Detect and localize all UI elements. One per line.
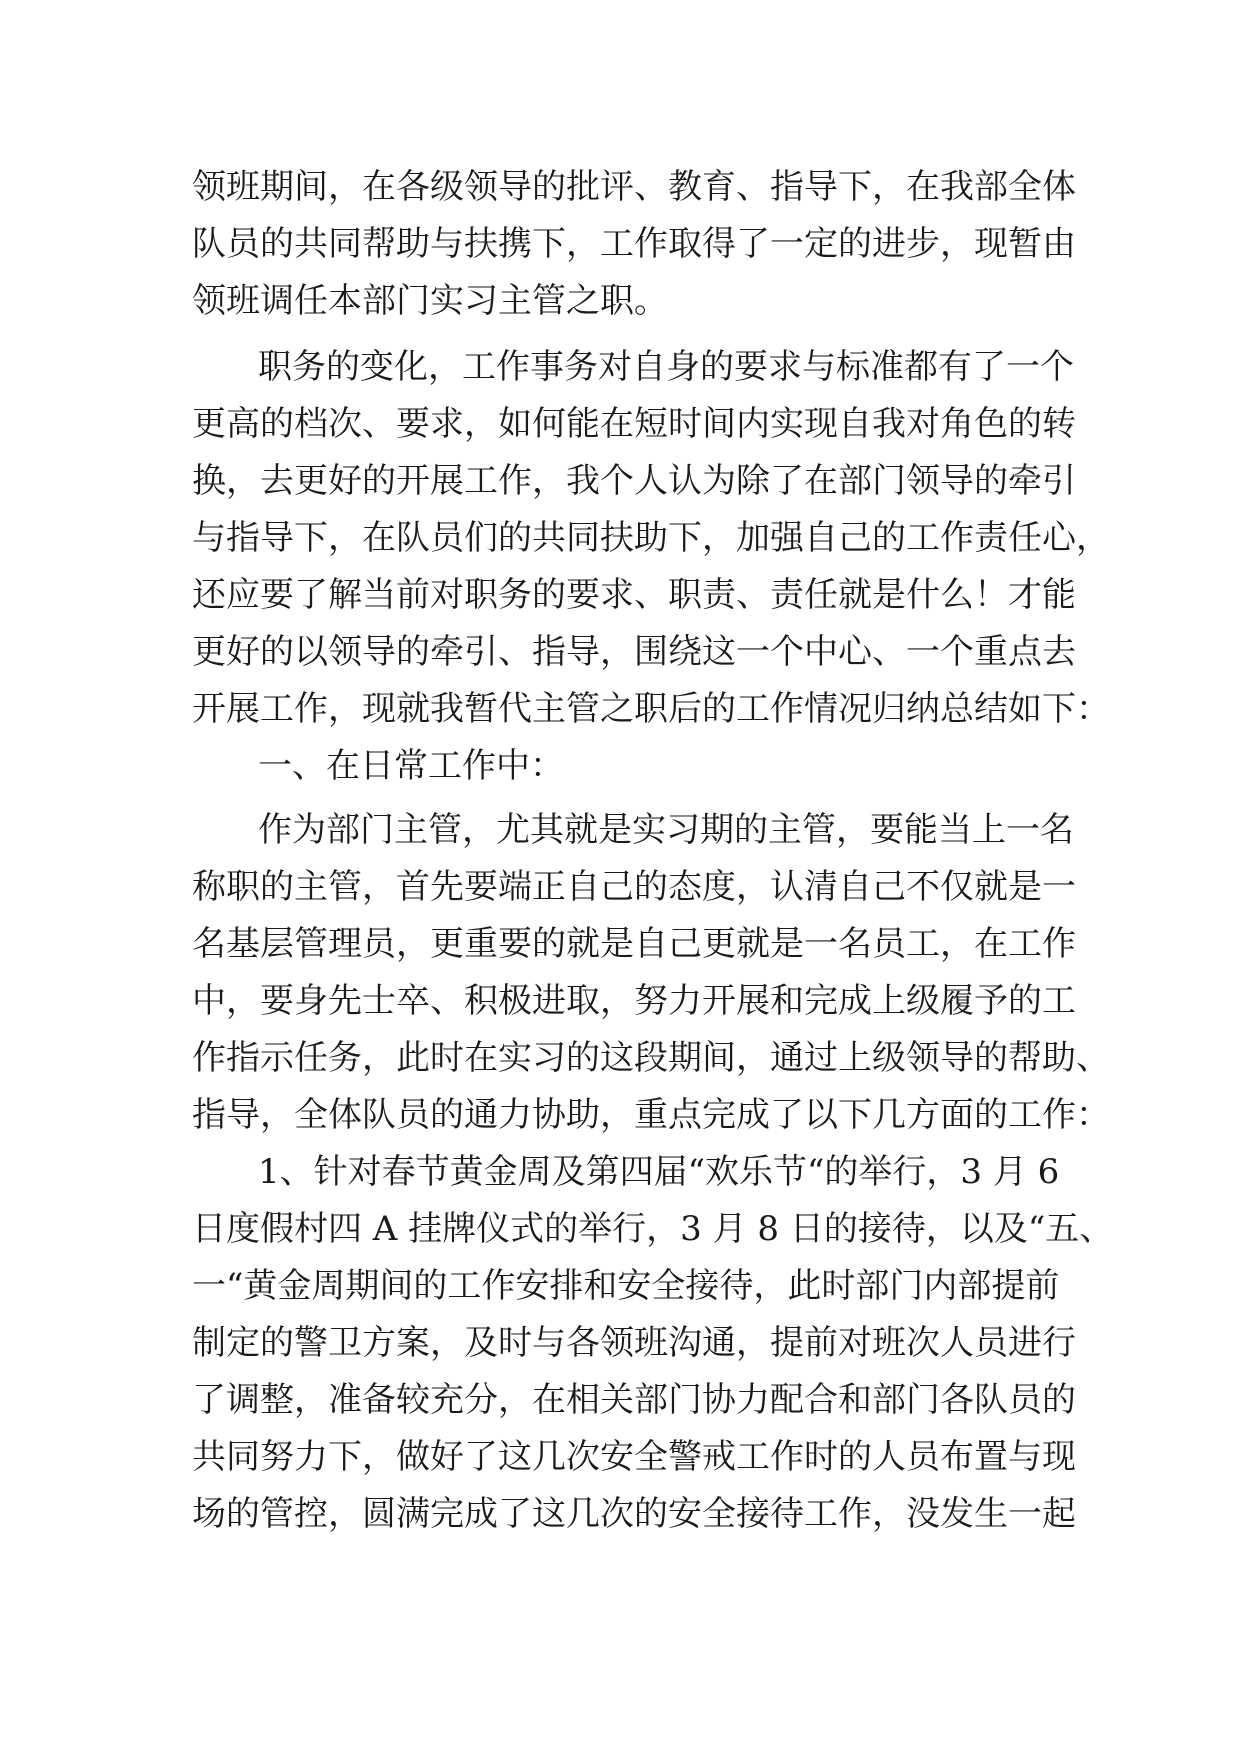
text-line: 中，要身先士卒、积极进取，努力开展和完成上级履予的工 — [192, 981, 1076, 1021]
text-line: 作指示任务，此时在实习的这段期间，通过上级领导的帮助、 — [192, 1038, 1110, 1078]
text-line: 名基层管理员，更重要的就是自己更就是一名员工，在工作 — [192, 924, 1076, 964]
text-line: 职务的变化，工作事务对自身的要求与标准都有了一个 — [258, 347, 1074, 387]
text-line: 一“黄金周期间的工作安排和安全接待，此时部门内部提前 — [192, 1266, 1060, 1306]
text-line: 领班期间，在各级领导的批评、教育、指导下，在我部全体 — [192, 167, 1076, 207]
text-line: 领班调任本部门实习主管之职。 — [192, 281, 668, 321]
text-line: 还应要了解当前对职务的要求、职责、责任就是什么！才能 — [192, 575, 1076, 615]
text-line: 开展工作，现就我暂代主管之职后的工作情况归纳总结如下： — [192, 689, 1110, 729]
text-line: 更高的档次、要求，如何能在短时间内实现自我对角色的转 — [192, 404, 1076, 444]
text-line: 指导，全体队员的通力协助，重点完成了以下几方面的工作： — [192, 1095, 1110, 1135]
text-line: 称职的主管，首先要端正自己的态度，认清自己不仅就是一 — [192, 867, 1076, 907]
text-line: 日度假村四 A 挂牌仪式的举行，3 月 8 日的接待，以及“五、 — [192, 1209, 1114, 1249]
text-line: 了调整，准备较充分，在相关部门协力配合和部门各队员的 — [192, 1380, 1076, 1420]
text-line: 换，去更好的开展工作，我个人认为除了在部门领导的牵引 — [192, 461, 1076, 501]
text-line: 更好的以领导的牵引、指导，围绕这一个中心、一个重点去 — [192, 632, 1076, 672]
text-line: 共同努力下，做好了这几次安全警戒工作时的人员布置与现 — [192, 1437, 1076, 1477]
section-heading: 一、在日常工作中： — [258, 746, 564, 786]
text-line: 作为部门主管，尤其就是实习期的主管，要能当上一名 — [258, 810, 1074, 850]
text-line: 制定的警卫方案，及时与各领班沟通，提前对班次人员进行 — [192, 1323, 1076, 1363]
text-line: 与指导下，在队员们的共同扶助下，加强自己的工作责任心， — [192, 518, 1110, 558]
text-line: 队员的共同帮助与扶携下，工作取得了一定的进步，现暂由 — [192, 224, 1076, 264]
text-line: 场的管控，圆满完成了这几次的安全接待工作，没发生一起 — [192, 1494, 1076, 1534]
text-line: 1、针对春节黄金周及第四届“欢乐节“的举行，3 月 6 — [258, 1152, 1060, 1192]
